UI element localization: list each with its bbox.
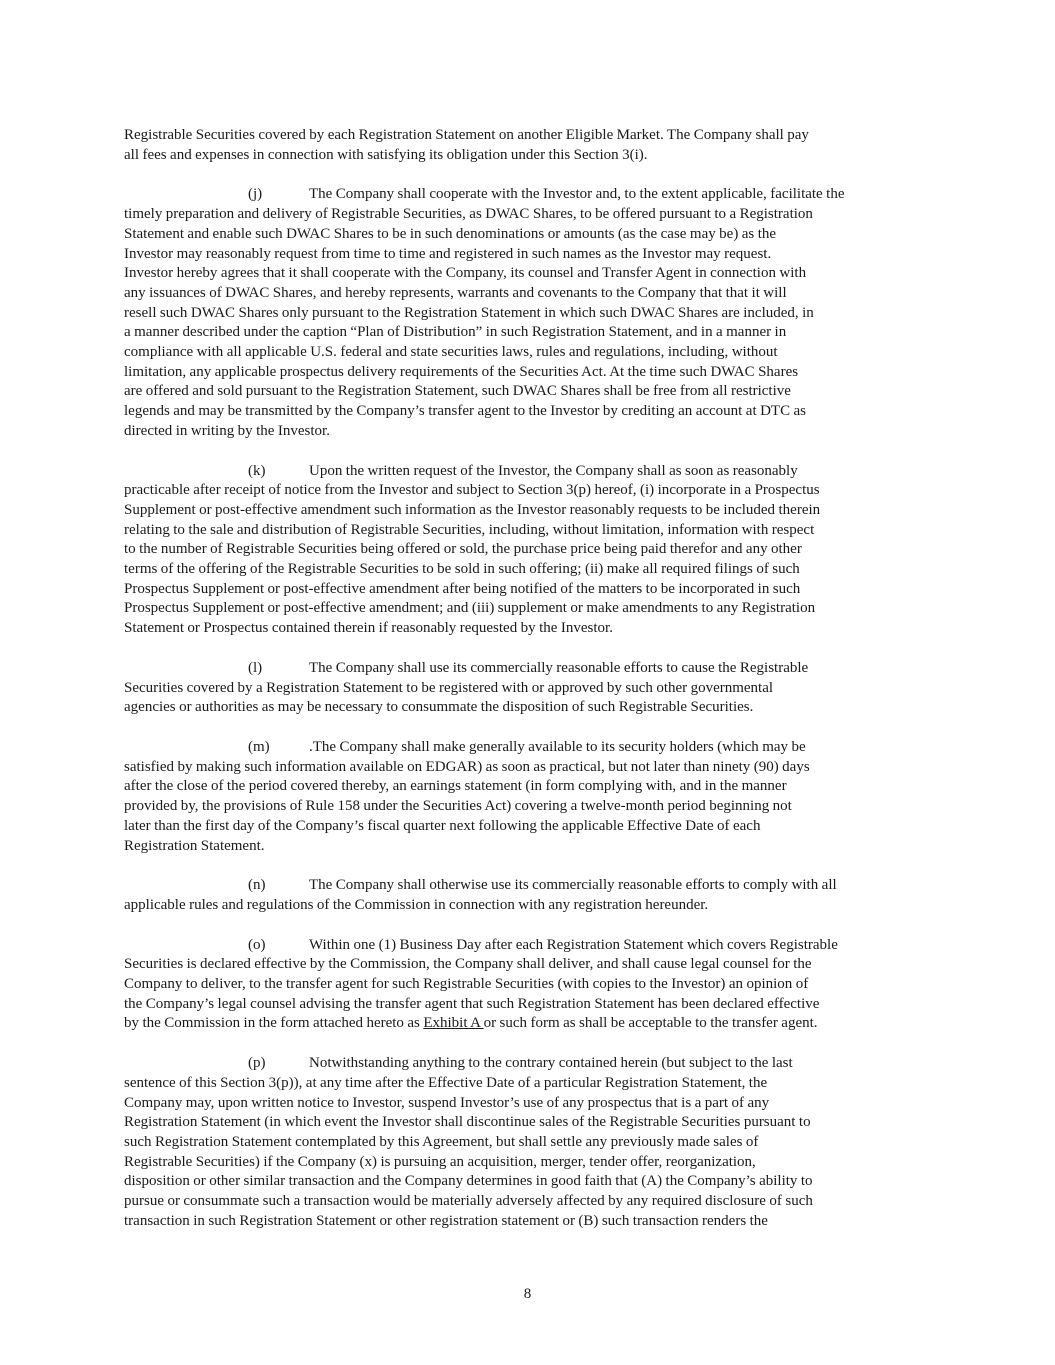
text-line: any issuances of DWAC Shares, and hereby represents, warrants and covenants to the Company that that it will — [124, 284, 787, 301]
text-line: directed in writing by the Investor. — [124, 422, 330, 439]
text-line: are offered and sold pursuant to the Registration Statement, such DWAC Shares shall be free from all restrictive — [124, 383, 791, 400]
paragraph-j — [124, 185, 955, 441]
text-line: applicable rules and regulations of the Commission in connection with any registration hereunder. — [124, 896, 709, 913]
paragraph-label: (k) — [248, 462, 266, 479]
text-line: Company may, upon written notice to Investor, suspend Investor’s use of any prospectus that is a part of any — [124, 1094, 770, 1111]
paragraph-m — [124, 738, 955, 856]
text-line: all fees and expenses in connection with satisfying its obligation under this Section 3(i). — [124, 146, 648, 163]
exhibit-a-reference: Exhibit A — [423, 1015, 484, 1032]
text-line: Registration Statement (in which event the Investor shall discontinue sales of the Registrable Securities pursuant to — [124, 1114, 811, 1131]
text-line — [124, 738, 955, 758]
paragraph-first-line: Notwithstanding anything to the contrary contained herein (but subject to the last — [309, 1055, 793, 1072]
text-line: transaction in such Registration Statement or other registration statement or (B) such transaction renders the — [124, 1212, 768, 1229]
paragraph-pretext — [124, 126, 955, 165]
text-line: resell such DWAC Shares only pursuant to the Registration Statement in which such DWAC Shares are included, in — [124, 304, 814, 321]
text-line: Registrable Securities covered by each Registration Statement on another Eligible Market. The Company shall pay — [124, 127, 809, 143]
text-line: Investor hereby agrees that it shall cooperate with the Company, its counsel and Transfer Agent in connection with — [124, 265, 807, 282]
paragraph-first-line: .The Company shall make generally available to its security holders (which may be — [309, 738, 806, 755]
paragraph-first-line: Upon the written request of the Investor, the Company shall as soon as reasonably — [309, 462, 798, 479]
text-line: Company to deliver, to the transfer agent for such Registrable Securities (with copies to the Investor) an opinion of — [124, 976, 809, 993]
text-line: agencies or authorities as may be necessary to consummate the disposition of such Registrable Securities. — [124, 699, 754, 716]
text-line: Prospectus Supplement or post-effective amendment after being notified of the matters to be incorporated in such — [124, 580, 801, 597]
paragraph-first-line: The Company shall otherwise use its commercially reasonable efforts to comply with all — [309, 877, 837, 894]
text-line: Prospectus Supplement or post-effective amendment; and (iii) supplement or make amendments to any Registration — [124, 600, 816, 617]
paragraph-first-line: The Company shall cooperate with the Investor and, to the extent applicable, facilitate the — [309, 186, 845, 203]
text-line: Securities covered by a Registration Statement to be registered with or approved by such other governmental — [124, 679, 774, 696]
text-segment: or such form as shall be acceptable to the transfer agent. — [483, 1015, 818, 1032]
text-line: Supplement or post-effective amendment such information as the Investor reasonably requests to be included therein — [124, 501, 821, 518]
text-line: after the close of the period covered thereby, an earnings statement (in form complying with, and in the manner — [124, 778, 787, 795]
text-line: relating to the sale and distribution of Registrable Securities, including, without limitation, information with respect — [124, 521, 815, 538]
text-line — [124, 462, 955, 482]
paragraph-o — [124, 936, 955, 1035]
paragraph-label: (o) — [248, 936, 266, 953]
text-segment: by the Commission in the form attached hereto as — [124, 1015, 424, 1032]
text-line: timely preparation and delivery of Registrable Securities, as DWAC Shares, to be offered pursuant to a Registration — [124, 206, 813, 223]
text-line: pursue or consummate such a transaction would be materially adversely affected by any required disclosure of such — [124, 1193, 813, 1210]
text-line — [124, 185, 955, 205]
text-line: Registration Statement. — [124, 837, 265, 854]
text-line: such Registration Statement contemplated by this Agreement, but shall settle any previously made sales of — [124, 1133, 759, 1150]
text-line — [124, 1014, 955, 1034]
text-line — [124, 876, 955, 896]
text-line: provided by, the provisions of Rule 158 under the Securities Act) covering a twelve-month period beginning not — [124, 798, 792, 815]
text-line: practicable after receipt of notice from the Investor and subject to Section 3(p) hereof, (i) incorporate in a Prospectus — [124, 482, 820, 499]
text-line: limitation, any applicable prospectus delivery requirements of the Securities Act. At the time such DWAC Shares — [124, 363, 799, 380]
paragraph-label: (j) — [248, 186, 263, 203]
text-line: disposition or other similar transaction and the Company determines in good faith that (A) the Company’s ability to — [124, 1173, 813, 1190]
paragraph-first-line: The Company shall use its commercially reasonable efforts to cause the Registrable — [309, 659, 809, 676]
text-line: Investor may reasonably request from time to time and registered in such names as the Investor may request. — [124, 245, 772, 262]
paragraph-l — [124, 659, 955, 718]
paragraph-n — [124, 876, 955, 915]
paragraph-p — [124, 1054, 955, 1231]
text-line: terms of the offering of the Registrable Securities to be sold in such offering; (ii) make all required filings of such — [124, 561, 800, 578]
text-line: Statement and enable such DWAC Shares to be in such denominations or amounts (as the case may be) as the — [124, 225, 777, 242]
paragraph-label: (n) — [248, 877, 266, 894]
paragraph-label: (p) — [248, 1055, 266, 1072]
text-line — [124, 936, 955, 956]
text-line: to the number of Registrable Securities being offered or sold, the purchase price being paid therefor and any other — [124, 541, 802, 558]
text-line: legends and may be transmitted by the Company’s transfer agent to the Investor by crediting an account at DTC as — [124, 403, 807, 420]
paragraph-label: (m) — [248, 738, 270, 755]
text-line: Statement or Prospectus contained therein if reasonably requested by the Investor. — [124, 620, 613, 637]
text-line: sentence of this Section 3(p)), at any time after the Effective Date of a particular Registration Statement, the — [124, 1074, 768, 1091]
text-line: compliance with all applicable U.S. federal and state securities laws, rules and regulations, including, without — [124, 344, 778, 361]
paragraph-k — [124, 462, 955, 639]
paragraph-first-line: Within one (1) Business Day after each Registration Statement which covers Registrable — [309, 936, 838, 953]
text-line: satisfied by making such information available on EDGAR) as soon as practical, but not later than ninety (90) days — [124, 758, 810, 775]
text-line — [124, 1054, 955, 1074]
text-line: a manner described under the caption “Plan of Distribution” in such Registration Statement, and in a manner in — [124, 324, 787, 341]
text-line: Securities is declared effective by the Commission, the Company shall deliver, and shall cause legal counsel for the — [124, 956, 812, 973]
text-line — [124, 659, 955, 679]
text-line: the Company’s legal counsel advising the transfer agent that such Registration Statement has been declared effective — [124, 995, 820, 1012]
text-line: Registrable Securities) if the Company (x) is pursuing an acquisition, merger, tender offer, reorganization, — [124, 1153, 756, 1170]
text-line: later than the first day of the Company’s fiscal quarter next following the applicable Effective Date of each — [124, 817, 761, 834]
paragraph-label: (l) — [248, 659, 263, 676]
page-number: 8 — [523, 1286, 532, 1302]
